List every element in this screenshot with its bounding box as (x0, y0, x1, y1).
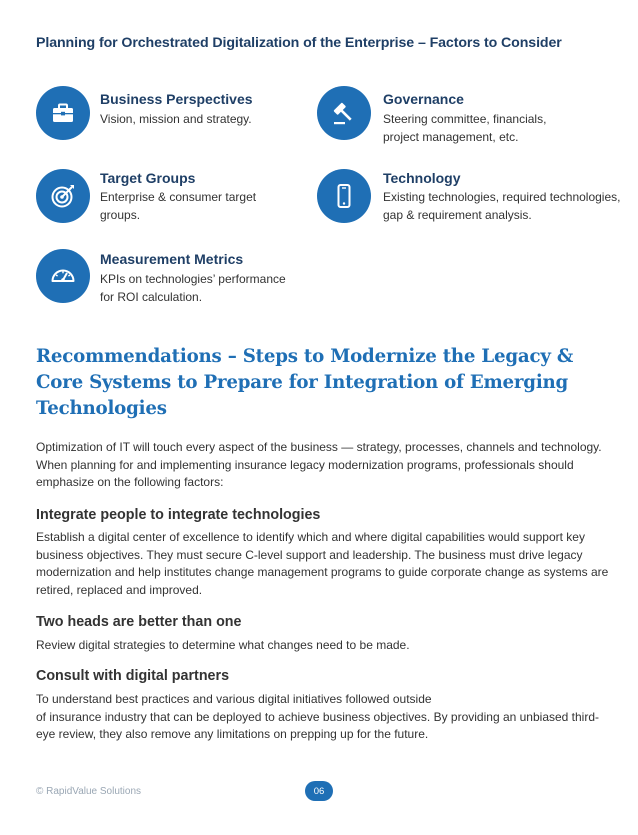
recommendations-intro: Optimization of IT will touch every aspect of the business — strategy, processes, channels and technology. When planning for and implementing insurance legacy modernization programs, professionals should emphasize on the following factors: (36, 440, 602, 489)
briefcase-icon (36, 86, 90, 140)
factor-description: Steering committee, financials, project management, etc. (383, 112, 547, 144)
factor-name: Governance (383, 91, 464, 107)
section-body-line: of insurance industry that can be deployed to achieve business objectives. By providing an unbiased third-eye review, they also remove any limitations on prepping up for the future. (36, 709, 600, 741)
section-heading: Integrate people to integrate technologies (36, 507, 321, 523)
factor-name: Technology (383, 170, 461, 186)
page-title: Planning for Orchestrated Digitalization of the Enterprise – Factors to Consider (36, 35, 562, 51)
factor-name: Business Perspectives (100, 91, 253, 107)
factor-name: Target Groups (100, 170, 196, 186)
factor-description: Existing technologies, required technologies, gap & requirement analysis. (383, 190, 621, 222)
section-heading: Two heads are better than one (36, 614, 242, 630)
section-body: Establish a digital center of excellence to identify which and where digital capabilities would support key business objectives. They must secure C-level support and leadership. The business must drive legacy modernization and help institutes change management programs to guide corporate change as systems are retired, replaced and improved. (36, 530, 609, 597)
factor-description: Enterprise & consumer target groups. (100, 190, 257, 222)
factor-name: Measurement Metrics (100, 251, 244, 267)
recommendations-heading: Recommendations – Steps to Modernize the Legacy & Core Systems to Prepare for Integration of Emerging Technologies (36, 346, 574, 419)
speedometer-icon (36, 249, 90, 303)
section-heading: Consult with digital partners (36, 668, 230, 684)
smartphone-icon (317, 169, 371, 223)
footer-copyright: © RapidValue Solutions (36, 786, 142, 797)
page-number-badge: 06 (305, 781, 333, 801)
gavel-icon (317, 86, 371, 140)
section-body (36, 691, 616, 744)
section-body-line: To understand best practices and various digital initiatives followed outside (36, 692, 432, 706)
factor-description: KPIs on technologies’ performance for ROI calculation. (100, 272, 286, 304)
factor-description: Vision, mission and strategy. (100, 112, 252, 126)
target-icon (36, 169, 90, 223)
section-body: Review digital strategies to determine what changes need to be made. (36, 638, 410, 652)
